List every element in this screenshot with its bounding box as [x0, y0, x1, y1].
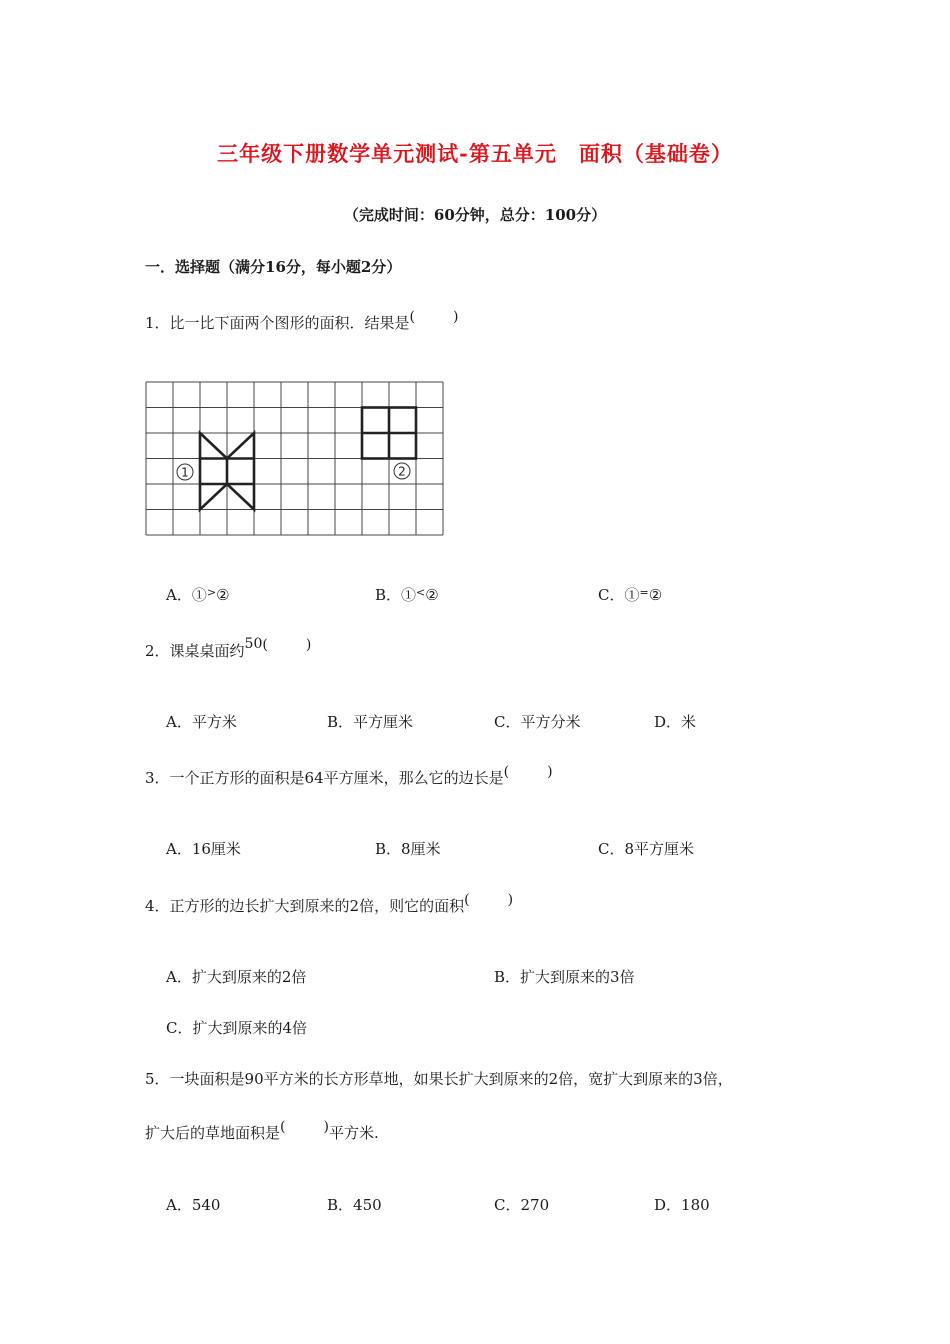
option-4c[interactable]: C．扩大到原来的4倍 [166, 1019, 308, 1037]
grid-figure [145, 381, 445, 537]
question-text: 扩大后的草地面积是 [145, 1124, 281, 1142]
option-2b[interactable]: B．平方厘米 [327, 713, 414, 731]
answer-blank: ( ) [280, 1119, 329, 1135]
question-1 [145, 309, 459, 333]
shape-1-label [177, 464, 193, 480]
question-text: 4．正方形的边长扩大到原来的2倍，则它的面积 [145, 897, 465, 915]
section-heading: 一．选择题（满分16分，每小题2分） [145, 258, 402, 276]
question-3 [145, 764, 553, 788]
option-5a[interactable]: A．540 [166, 1196, 221, 1214]
option-5c[interactable]: C．270 [494, 1196, 550, 1214]
option-3c[interactable]: C．8平方厘米 [598, 840, 695, 858]
question-2 [145, 636, 312, 661]
option-3a[interactable]: A．16厘米 [166, 840, 241, 858]
option-5d[interactable]: D．180 [654, 1196, 710, 1214]
svg-text:2: 2 [398, 464, 406, 479]
question-text: 5．一块面积是90平方米的长方形草地，如果长扩大到原来的2倍，宽扩大到原来的3倍， [145, 1070, 733, 1088]
shape-2 [362, 408, 416, 459]
question-text: 3．一个正方形的面积是64平方厘米，那么它的边长是 [145, 769, 504, 787]
option-1a[interactable]: A．①>② [166, 586, 230, 604]
shape-2-label [394, 463, 410, 479]
answer-blank: ( ) [503, 764, 553, 780]
svg-text:1: 1 [181, 465, 189, 480]
answer-blank: ( ) [464, 892, 514, 908]
question-suffix: 平方米. [328, 1124, 379, 1142]
option-3b[interactable]: B．8厘米 [375, 840, 441, 858]
option-4a[interactable]: A．扩大到原来的2倍 [166, 968, 307, 986]
option-4b[interactable]: B．扩大到原来的3倍 [494, 968, 635, 986]
option-2c[interactable]: C．平方分米 [494, 713, 581, 731]
answer-blank: ( ) [262, 637, 312, 653]
question-text: 1．比一比下面两个图形的面积．结果是 [145, 314, 410, 332]
exam-info: （完成时间：60分钟，总分：100分） [343, 206, 607, 224]
question-text: 2．课桌桌面约 [145, 642, 245, 660]
page-title: 三年级下册数学单元测试-第五单元 面积（基础卷） [217, 141, 733, 166]
question-number: 50 [244, 636, 263, 652]
answer-blank: ( ) [409, 309, 459, 325]
option-2a[interactable]: A．平方米 [166, 713, 237, 731]
option-2d[interactable]: D．米 [654, 713, 697, 731]
option-1c[interactable]: C．①=② [598, 586, 663, 604]
option-5b[interactable]: B．450 [327, 1196, 382, 1214]
question-4 [145, 892, 514, 916]
question-5-line-2 [145, 1119, 379, 1143]
option-1b[interactable]: B．①<② [375, 586, 439, 604]
question-5 [145, 1068, 733, 1089]
